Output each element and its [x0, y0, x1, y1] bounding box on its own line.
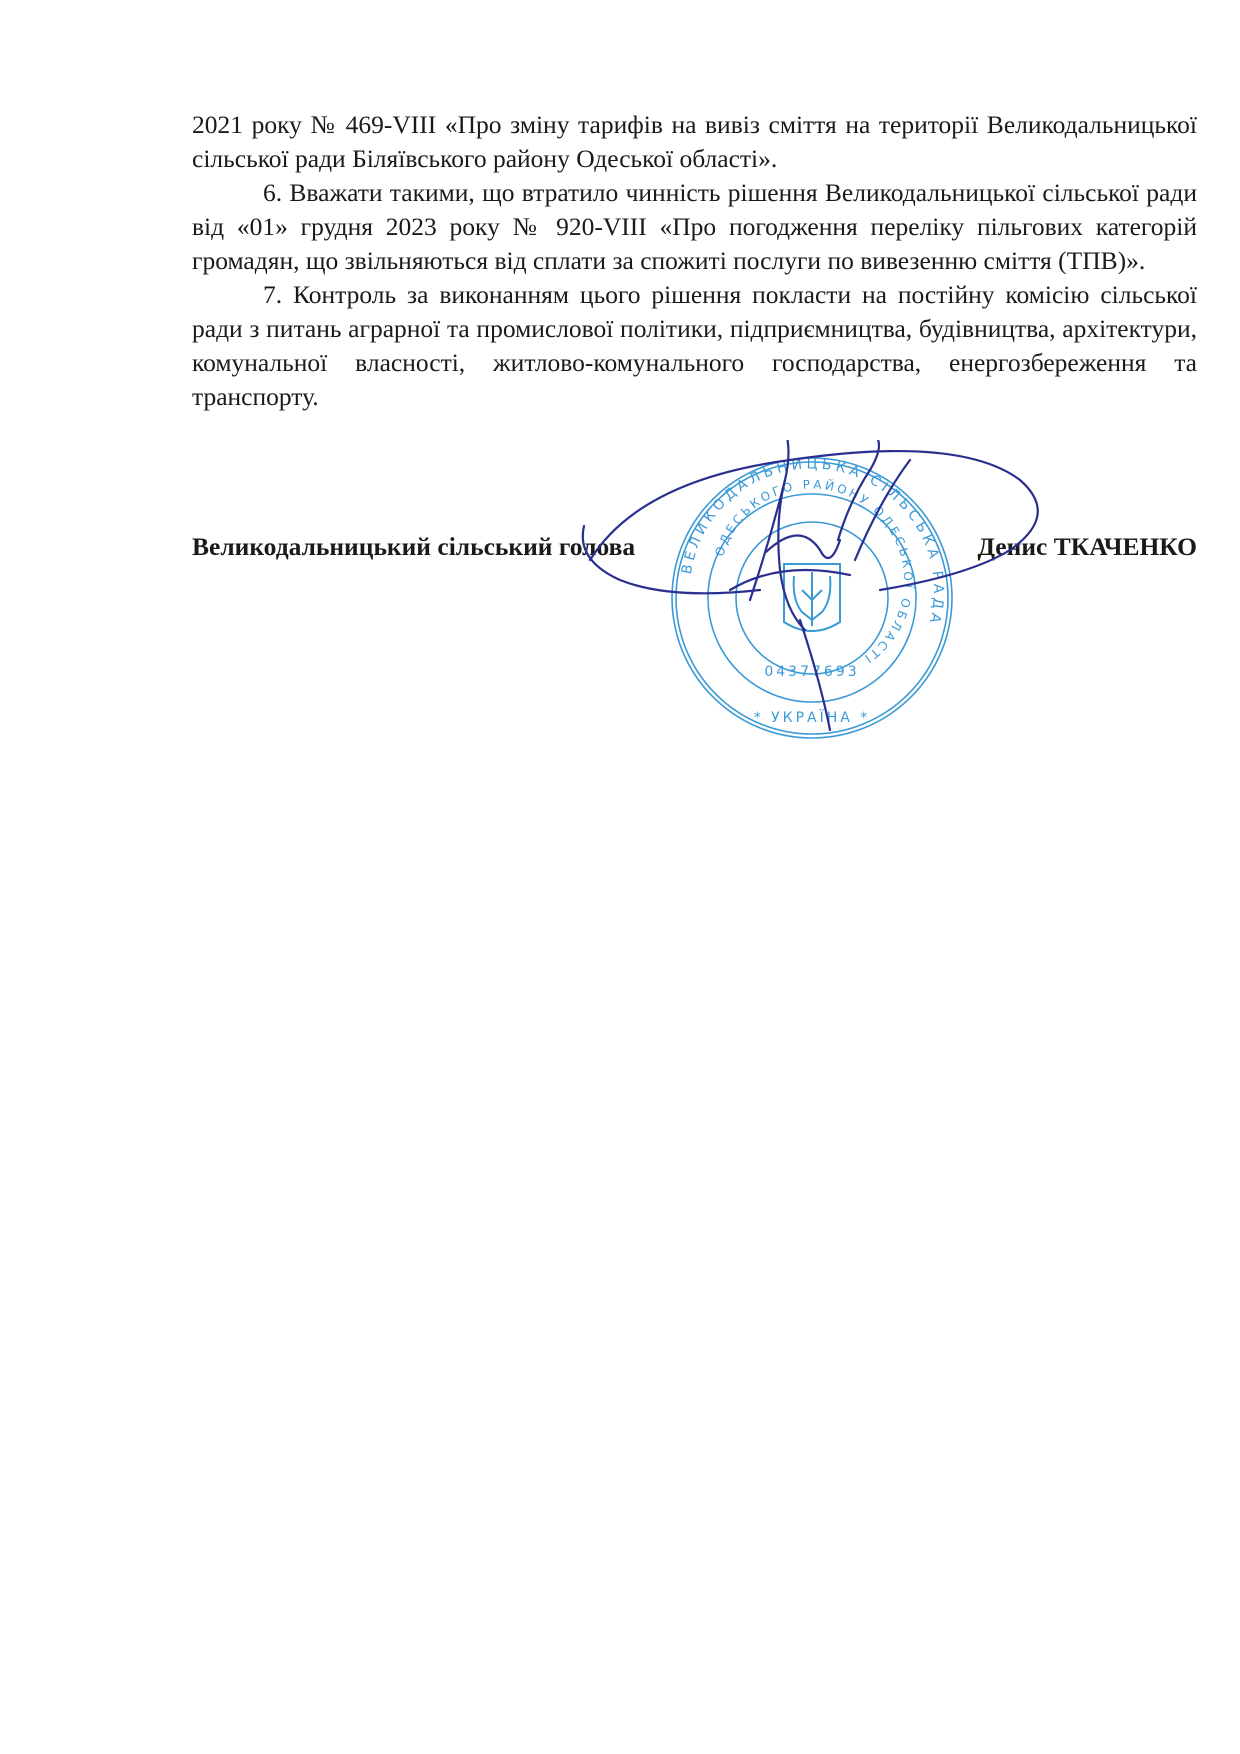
svg-text:04377693: 04377693: [764, 664, 860, 680]
trident-icon: [784, 564, 840, 631]
svg-text:ОДЕСЬКОГО РАЙОНУ ОДЕСЬКОЇ ОБЛА: ОДЕСЬКОГО РАЙОНУ ОДЕСЬКОЇ ОБЛАСТІ: [712, 477, 916, 668]
signatory-name: Денис ТКАЧЕНКО: [977, 532, 1197, 561]
paragraph-item-6: 6. Вважати такими, що втратило чинність рішення Великодальницької сільської ради від «01» грудня 2023 року № 920-VIII «Про погодження переліку пільгових категорій громадян, що звільняються від сплати за спожиті послуги по вивезенню сміття (ТПВ)».: [192, 178, 1197, 275]
paragraph-item-7: 7. Контроль за виконанням цього рішення покласти на постійну комісію сільської ради з питань аграрної та промислової політики, підприємництва, будівництва, архітектури, комунальної власності, житлово-комунального господарства, енергозбереження та транспорту.: [192, 280, 1197, 411]
svg-text:ВЕЛИКОДАЛЬНИЦЬКА СІЛЬСЬКА РАДА: ВЕЛИКОДАЛЬНИЦЬКА СІЛЬСЬКА РАДА: [679, 456, 947, 629]
document-body: [192, 108, 1197, 414]
svg-text:* УКРАЇНА *: * УКРАЇНА *: [753, 710, 871, 726]
official-seal-icon: [580, 440, 1050, 740]
paragraph-continuation: 2021 року № 469-VIII «Про зміну тарифів на вивіз сміття на території Великодальницької сільської ради Біляївського району Одеської області».: [192, 110, 1197, 173]
signatory-title: Великодальницький сільський голова: [192, 532, 636, 561]
